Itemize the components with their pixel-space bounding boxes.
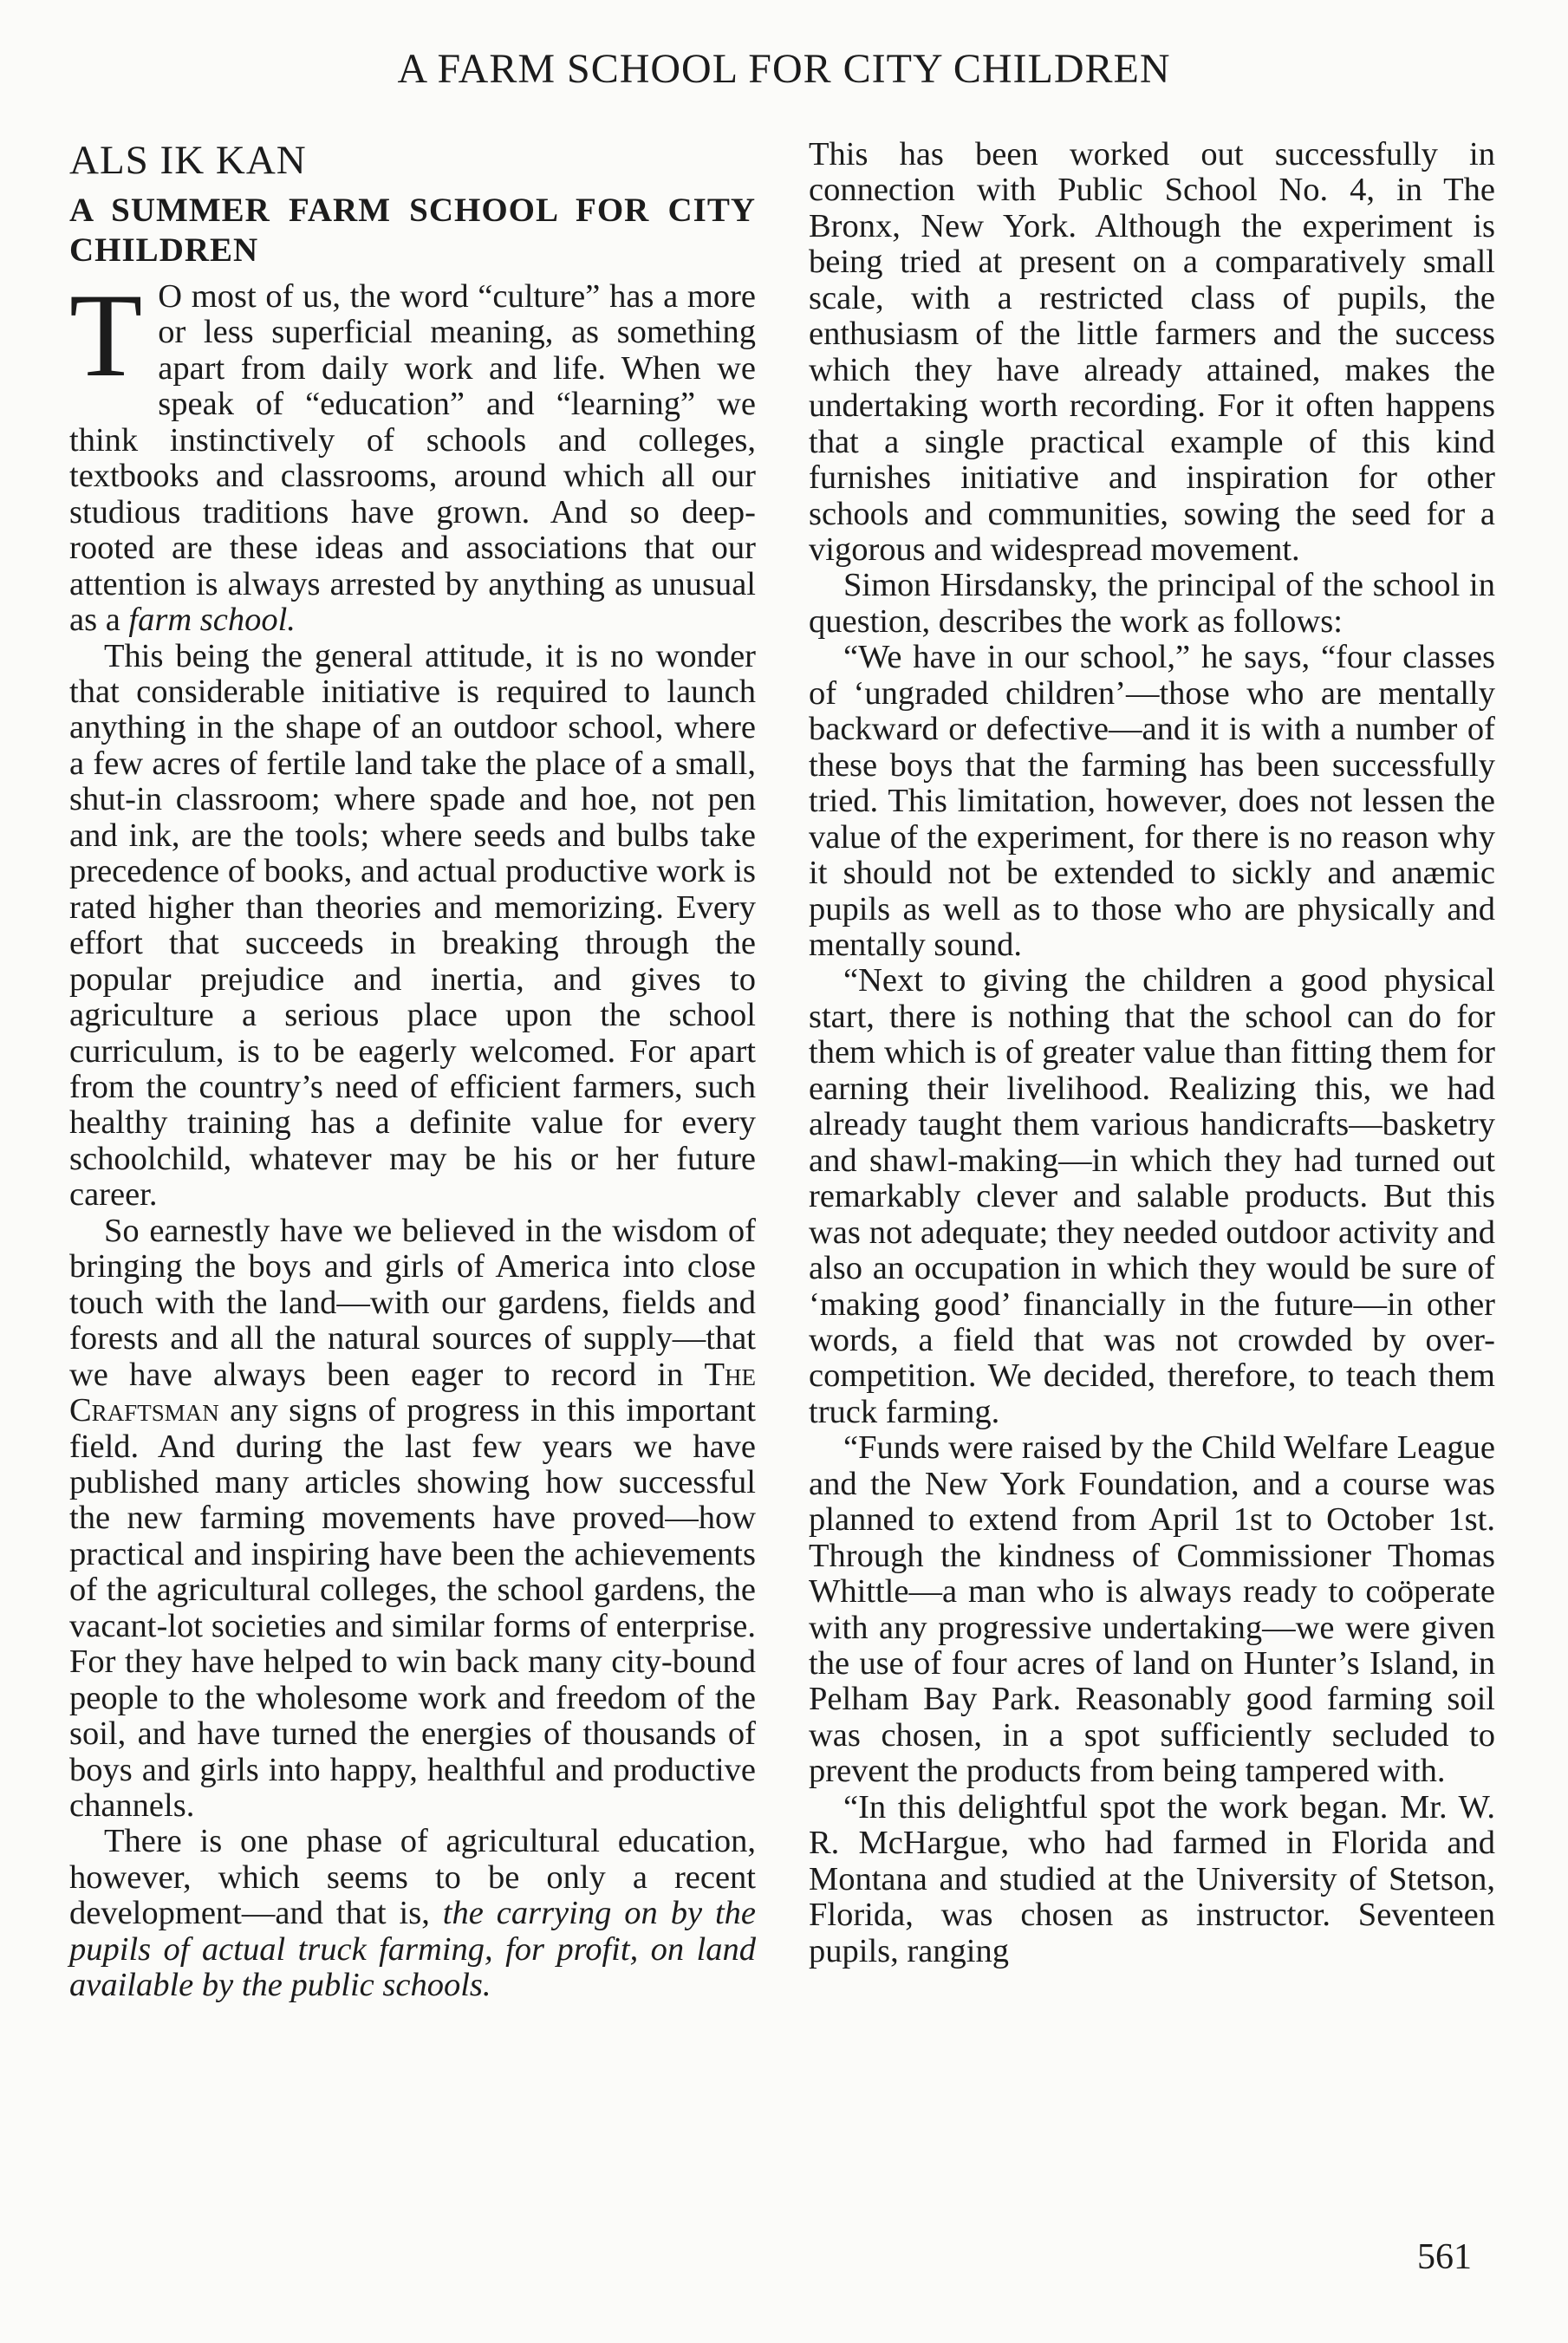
paragraph-8: “Funds were raised by the Child Welfare League and the New York Foundation, and a course was planned to extend from April 1st to October 1st. Through the kindness of Commissioner Thomas Whittle—a man who is always ready to coöperate with any progressive undertaking—we were given the use of four acres of land on Hunter’s Island, in Pelham Bay Park. Reasonably good farming soil was chosen, in a spot sufficiently secluded to prevent the products from being tampered with. bbox=[809, 1429, 1495, 1790]
paragraph-1-emphasis: farm school. bbox=[128, 602, 296, 639]
paragraph-5: Simon Hirsdansky, the principal of the school in question, describes the work as follows: bbox=[809, 567, 1495, 640]
motto: ALS IK KAN bbox=[69, 138, 307, 183]
paragraph-3 bbox=[69, 1214, 756, 1825]
paragraph-4-text: There is one phase of agricultural education, however, which seems to be only a recent development—and that is, bbox=[69, 1823, 756, 1932]
paragraph-4 bbox=[69, 1824, 756, 2003]
paragraph-7: “Next to giving the children a good physical start, there is nothing that the school can do for them which is of greater value than fitting them for earning their livelihood. Realizing this, we had already taught them various handicrafts—basketry and shawl-making—in which they had turned out remarkably clever and salable products. But this was not adequate; they needed outdoor activity and also an occupation in which they would be sure of ‘making good’ financially in the future—in other words, a field that was not crowded by over-competition. We decided, therefore, to teach them truck farming. bbox=[809, 962, 1495, 1430]
drop-cap: T bbox=[69, 269, 143, 401]
paragraph-1-text: O most of us, the word “culture” has a more or less superficial meaning, as something apart from daily work and life. When we speak of “education” and “learning” we think instinctively of schools and colleges, textbooks and classrooms, around which all our studious traditions have grown. And so deep-rooted are these ideas and associations that our attention is always arrested by anything as unusual as a bbox=[69, 278, 756, 639]
paragraph-3-text-a: So earnestly have we believed in the wisdom of bringing the boys and girls of America into close touch with the land—with our gardens, fields and forests and all the natural sources of supply—that we have always been eager to record in bbox=[69, 1212, 756, 1393]
left-column bbox=[69, 137, 756, 2004]
article-title: A SUMMER FARM SCHOOL FOR CITY CHILDREN bbox=[69, 192, 756, 269]
paragraph-4-continued: This has been worked out successfully in connection with Public School No. 4, in The Bronx, New York. Although the experiment is being tried at present on a comparatively small scale, with a restricted class of pupils, the enthusiasm of the little farmers and the success which they have already attained, makes the undertaking worth recording. For it often happens that a single practical example of this kind furnishes initiative and inspiration for other schools and communities, sowing the seed for a vigorous and widespread movement. bbox=[809, 136, 1495, 568]
paragraph-1 bbox=[69, 269, 756, 639]
paragraph-6: “We have in our school,” he says, “four classes of ‘ungraded children’—those who are mentally backward or defective—and it is with a number of these boys that the farming has been successfully tried. This limitation, however, does not lessen the value of the experiment, for there is no reason why it should not be extended to sickly and anæmic pupils as well as to those who are physically and mentally sound. bbox=[809, 639, 1495, 963]
running-head: A FARM SCHOOL FOR CITY CHILDREN bbox=[397, 46, 1171, 92]
paragraph-2: This being the general attitude, it is no wonder that considerable initiative is required to launch anything in the shape of an outdoor school, where a few acres of fertile land take the place of a small, shut-in classroom; where spade and hoe, not pen and ink, are the tools; where seeds and bulbs take precedence of books, and actual productive work is rated higher than theories and memorizing. Every effort that succeeds in breaking through the popular prejudice and inertia, and gives to agriculture a serious place upon the school curriculum, is to be eagerly welcomed. For apart from the country’s need of efficient farmers, such healthy training has a definite value for every schoolchild, whatever may be his or her future career. bbox=[69, 637, 756, 1214]
paragraph-9: “In this delightful spot the work began. Mr. W. R. McHargue, who had farmed in Florida and Montana and studied at the University of Stetson, Florida, was chosen as instructor. Seventeen pupils, ranging bbox=[809, 1788, 1495, 1969]
right-column bbox=[809, 137, 1495, 1969]
page-number: 561 bbox=[1417, 2237, 1472, 2277]
paragraph-4-emphasis: the carrying on by the pupils of actual truck farming, for profit, on land available by the public schools. bbox=[69, 1895, 757, 2004]
magazine-name: The Craftsman bbox=[69, 1356, 757, 1429]
paragraph-3-text-b: any signs of progress in this important field. And during the last few years we have published many articles showing how successful the new farming movements have proved—how practical and inspiring have been the achievements of the agricultural colleges, the school gardens, the vacant-lot societies and similar forms of enterprise. For they have helped to win back many city-bound people to the wholesome work and freedom of the soil, and have turned the energies of thousands of boys and girls into happy, healthful and productive channels. bbox=[69, 1392, 756, 1825]
